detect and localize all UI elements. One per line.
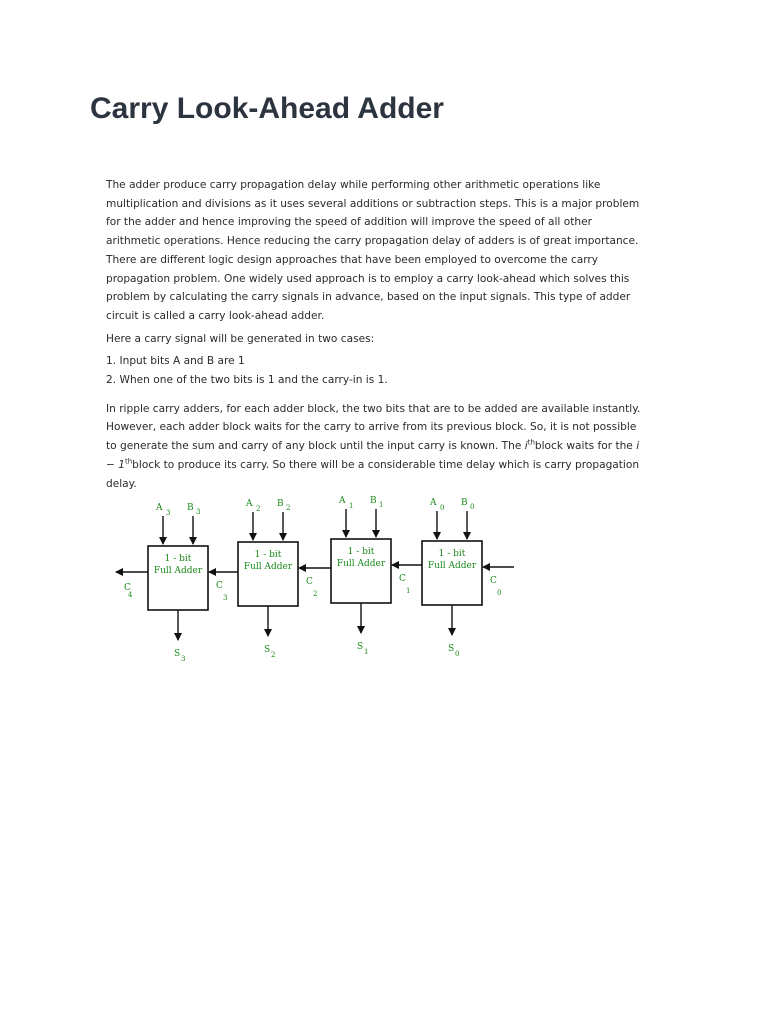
input-b-label-subscript: 3 xyxy=(196,508,201,516)
article-body xyxy=(106,176,646,493)
list-item: 2. When one of the two bits is 1 and the carry-in is 1. xyxy=(106,374,388,387)
input-b-label-subscript: 2 xyxy=(286,504,291,512)
carry-in-label: C xyxy=(306,577,313,587)
carry-in-label-subscript: 1 xyxy=(406,587,411,595)
carry-in-label-subscript: 0 xyxy=(497,589,502,597)
carry-in-label: C xyxy=(216,581,223,591)
block-label-line2: Full Adder xyxy=(153,566,203,576)
ripple-paragraph xyxy=(106,400,646,494)
input-a-label: A xyxy=(430,498,437,508)
carry-out-label: C xyxy=(124,583,131,593)
input-b-label: B xyxy=(461,498,468,508)
block-label-line1: 1 - bit xyxy=(438,549,466,559)
input-a-label: A xyxy=(339,496,346,506)
block-label-line2: Full Adder xyxy=(243,562,293,572)
text-run: In ripple carry adders, for each adder block, the two bits that are to be added are available instantly. However, each adder block waits for the carry to arrive from its previous block. So, it is not possible to generate the sum and carry of any block until the input carry is known. The xyxy=(106,402,641,453)
input-a-label: A xyxy=(156,503,163,513)
math-var: i − 1 xyxy=(106,440,640,471)
cases-intro: Here a carry signal will be generated in two cases: xyxy=(106,332,375,345)
input-b-label-subscript: 1 xyxy=(379,501,384,509)
input-a-label-subscript: 3 xyxy=(166,509,171,517)
input-a-label-subscript: 2 xyxy=(256,505,261,513)
page-title: Carry Look-Ahead Adder xyxy=(90,92,444,125)
block-label-line1: 1 - bit xyxy=(254,550,282,560)
superscript: th xyxy=(527,438,535,447)
input-b-label: B xyxy=(277,499,284,509)
intro-paragraph: The adder produce carry propagation delay while performing other arithmetic operations like multiplication and divisions as it uses several additions or subtraction steps. This is a major problem for the adder and hence improving the speed of addition will improve the speed of all other arithmetic operations. Hence reducing the carry propagation delay of adders is of great importance. There are different logic design approaches that have been employed to overcome the carry propagation problem. One widely used approach is to employ a carry look-ahead which solves this problem by calculating the carry signals in advance, based on the input signals. This type of adder circuit is called a carry look-ahead adder. xyxy=(106,179,640,322)
text-run: block waits for the xyxy=(534,440,637,453)
sum-label: S xyxy=(174,649,181,659)
math-var: i xyxy=(524,440,528,453)
sum-label-subscript: 0 xyxy=(455,650,460,658)
input-a-label-subscript: 0 xyxy=(440,504,445,512)
carry-in-label-subscript: 2 xyxy=(313,590,318,598)
input-b-label: B xyxy=(370,496,377,506)
input-a-label: A xyxy=(246,499,253,509)
carry-in-label: C xyxy=(490,576,497,586)
carry-in-label-subscript: 3 xyxy=(223,594,228,602)
text-run: block to produce its carry. So there will be a considerable time delay which is carry propagation delay. xyxy=(106,458,640,490)
input-b-label: B xyxy=(187,503,194,513)
sum-label: S xyxy=(357,642,364,652)
block-label-line2: Full Adder xyxy=(336,559,386,569)
sum-label-subscript: 1 xyxy=(364,648,369,656)
cases-list xyxy=(106,352,646,389)
superscript: th xyxy=(124,457,133,466)
sum-label-subscript: 3 xyxy=(181,655,186,663)
input-a-label-subscript: 1 xyxy=(349,502,354,510)
carry-in-label: C xyxy=(399,574,406,584)
list-item: 1. Input bits A and B are 1 xyxy=(106,355,245,368)
sum-label: S xyxy=(264,645,271,655)
input-b-label-subscript: 0 xyxy=(470,503,475,511)
ripple-carry-adder-diagram xyxy=(108,488,528,672)
sum-label-subscript: 2 xyxy=(271,651,276,659)
block-label-line1: 1 - bit xyxy=(347,547,375,557)
block-label-line2: Full Adder xyxy=(427,561,477,571)
block-label-line1: 1 - bit xyxy=(164,554,192,564)
sum-label: S xyxy=(448,644,455,654)
carry-out-label-subscript: 4 xyxy=(128,591,133,599)
